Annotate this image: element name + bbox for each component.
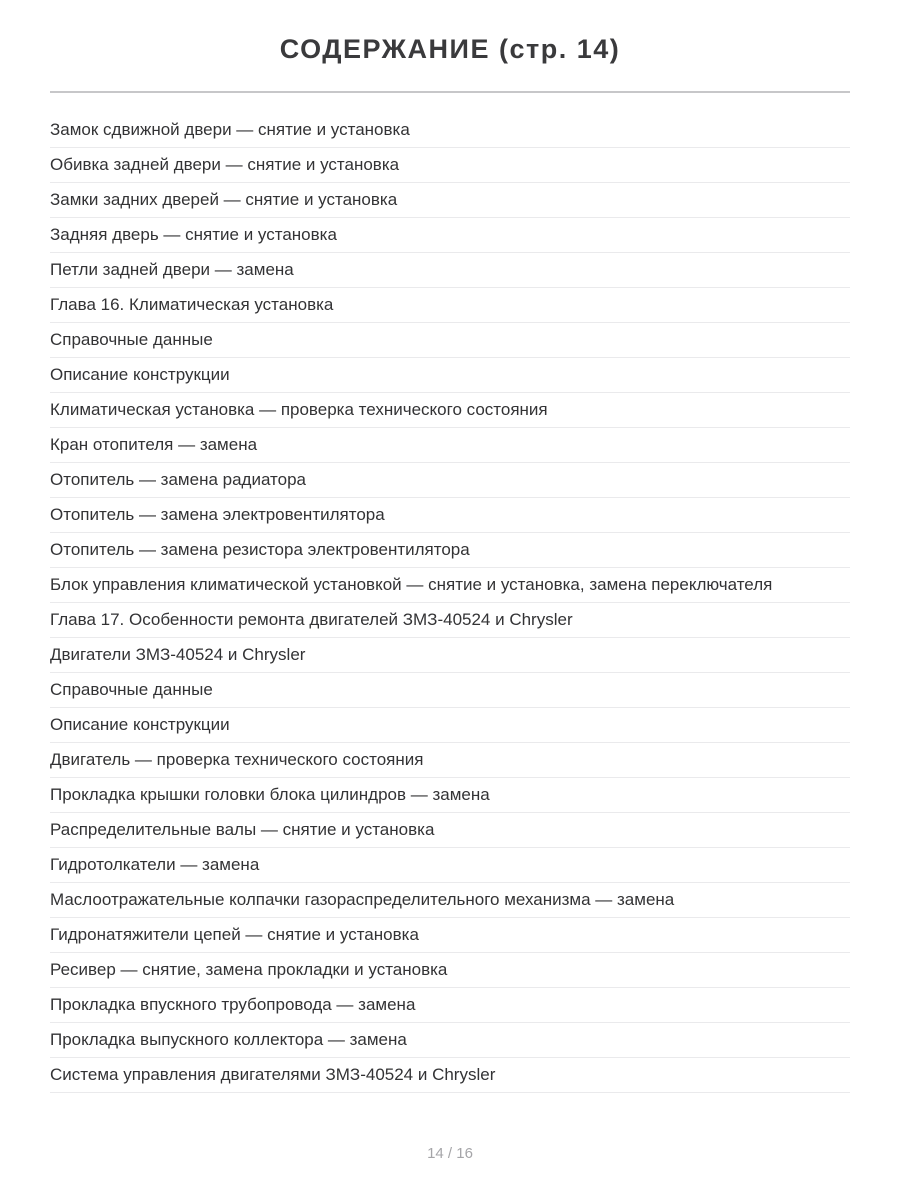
toc-item-label: Глава 16. Климатическая установка	[50, 295, 334, 314]
toc-item	[50, 323, 850, 358]
toc-item-label: Справочные данные	[50, 330, 213, 349]
toc-item-label: Ресивер — снятие, замена прокладки и установка	[50, 960, 448, 979]
toc-item-label: Двигатель — проверка технического состояния	[50, 750, 424, 769]
toc-item-label: Отопитель — замена электровентилятора	[50, 505, 385, 524]
toc-item	[50, 918, 850, 953]
toc-item-label: Гидронатяжители цепей — снятие и установка	[50, 925, 419, 944]
toc-item	[50, 568, 850, 603]
toc-item	[50, 743, 850, 778]
toc-item	[50, 603, 850, 638]
toc-item-label: Описание конструкции	[50, 365, 230, 384]
toc-item	[50, 393, 850, 428]
toc-item-label: Кран отопителя — замена	[50, 435, 258, 454]
toc-item	[50, 183, 850, 218]
toc-item-label: Отопитель — замена резистора электровентилятора	[50, 540, 470, 559]
toc-item-label: Замки задних дверей — снятие и установка	[50, 190, 398, 209]
page-title: СОДЕРЖАНИЕ (стр. 14)	[279, 34, 621, 64]
toc-item-label: Маслоотражательные колпачки газораспределительного механизма — замена	[50, 890, 675, 909]
toc-item	[50, 288, 850, 323]
toc-item	[50, 638, 850, 673]
toc-item-label: Глава 17. Особенности ремонта двигателей ЗМЗ-40524 и Chrysler	[50, 610, 573, 629]
toc-item	[50, 813, 850, 848]
toc-list	[50, 113, 850, 1093]
toc-item	[50, 953, 850, 988]
toc-item-label: Отопитель — замена радиатора	[50, 470, 307, 489]
toc-item	[50, 883, 850, 918]
toc-item-label: Описание конструкции	[50, 715, 230, 734]
toc-item-label: Замок сдвижной двери — снятие и установка	[50, 120, 410, 139]
toc-item-label: Климатическая установка — проверка технического состояния	[50, 400, 548, 419]
toc-item	[50, 673, 850, 708]
toc-item	[50, 533, 850, 568]
toc-item	[50, 428, 850, 463]
toc-item-label: Гидротолкатели — замена	[50, 855, 260, 874]
toc-item-label: Прокладка крышки головки блока цилиндров — замена	[50, 785, 490, 804]
toc-item-label: Распределительные валы — снятие и установка	[50, 820, 435, 839]
toc-item	[50, 113, 850, 148]
toc-item-label: Двигатели ЗМЗ-40524 и Chrysler	[50, 645, 306, 664]
toc-item	[50, 253, 850, 288]
toc-item	[50, 708, 850, 743]
toc-item	[50, 218, 850, 253]
toc-item-label: Прокладка выпускного коллектора — замена	[50, 1030, 407, 1049]
toc-item	[50, 848, 850, 883]
toc-item	[50, 1058, 850, 1093]
toc-item	[50, 1023, 850, 1058]
toc-item-label: Справочные данные	[50, 680, 213, 699]
header-divider	[50, 91, 850, 93]
toc-item	[50, 778, 850, 813]
toc-item-label: Петли задней двери — замена	[50, 260, 294, 279]
toc-item-label: Прокладка впускного трубопровода — замена	[50, 995, 416, 1014]
toc-item	[50, 358, 850, 393]
toc-item	[50, 463, 850, 498]
toc-item-label: Задняя дверь — снятие и установка	[50, 225, 337, 244]
toc-item	[50, 988, 850, 1023]
toc-item	[50, 148, 850, 183]
page-indicator: 14 / 16	[427, 1145, 473, 1162]
toc-item-label: Обивка задней двери — снятие и установка	[50, 155, 400, 174]
toc-item-label: Блок управления климатической установкой — снятие и установка, замена переключателя	[50, 575, 773, 594]
toc-item-label: Система управления двигателями ЗМЗ-40524 и Chrysler	[50, 1065, 496, 1084]
toc-item	[50, 498, 850, 533]
